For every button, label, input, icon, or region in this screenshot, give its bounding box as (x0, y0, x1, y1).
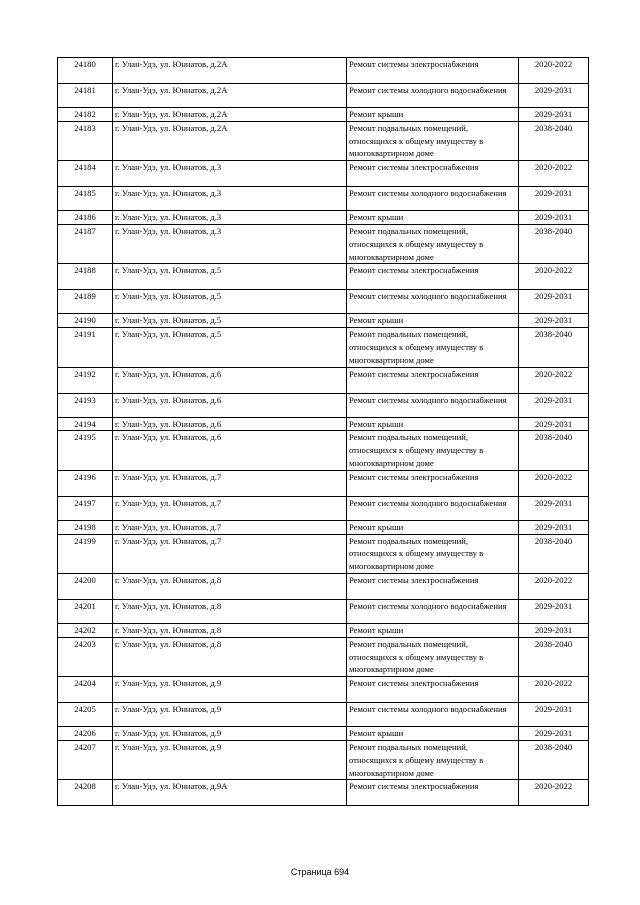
row-number: 24190 (58, 314, 113, 328)
row-period: 2038-2040 (519, 328, 589, 367)
table-row (58, 264, 589, 290)
row-work-type: Ремонт системы холодного водоснабжения (347, 290, 519, 314)
row-address: г. Улан-Удэ, ул. Юннатов, д.3 (113, 187, 347, 211)
row-period: 2038-2040 (519, 224, 589, 263)
row-number: 24187 (58, 224, 113, 263)
table-row (58, 623, 589, 637)
row-work-type: Ремонт подвальных помещений, относящихся к общему имуществу в многоквартирном доме (347, 534, 519, 573)
row-address: г. Улан-Удэ, ул. Юннатов, д.7 (113, 496, 347, 520)
table-row (58, 161, 589, 187)
row-work-type: Ремонт системы электроснабжения (347, 58, 519, 84)
table-row (58, 599, 589, 623)
row-work-type: Ремонт подвальных помещений, относящихся к общему имуществу в многоквартирном доме (347, 121, 519, 160)
row-work-type: Ремонт системы холодного водоснабжения (347, 84, 519, 108)
row-work-type: Ремонт крыши (347, 211, 519, 225)
table-row (58, 740, 589, 779)
row-period: 2029-2031 (519, 417, 589, 431)
row-number: 24185 (58, 187, 113, 211)
row-address: г. Улан-Удэ, ул. Юннатов, д.8 (113, 573, 347, 599)
row-address: г. Улан-Удэ, ул. Юннатов, д.7 (113, 534, 347, 573)
row-period: 2038-2040 (519, 637, 589, 676)
row-address: г. Улан-Удэ, ул. Юннатов, д.7 (113, 470, 347, 496)
row-number: 24180 (58, 58, 113, 84)
row-address: г. Улан-Удэ, ул. Юннатов, д.6 (113, 417, 347, 431)
row-period: 2029-2031 (519, 623, 589, 637)
row-number: 24183 (58, 121, 113, 160)
row-period: 2038-2040 (519, 534, 589, 573)
row-period: 2029-2031 (519, 393, 589, 417)
row-address: г. Улан-Удэ, ул. Юннатов, д.9 (113, 740, 347, 779)
row-number: 24186 (58, 211, 113, 225)
row-period: 2020-2022 (519, 677, 589, 703)
table-row (58, 637, 589, 676)
row-number: 24201 (58, 599, 113, 623)
row-work-type: Ремонт системы электроснабжения (347, 677, 519, 703)
row-period: 2029-2031 (519, 211, 589, 225)
row-address: г. Улан-Удэ, ул. Юннатов, д.8 (113, 599, 347, 623)
row-period: 2020-2022 (519, 780, 589, 806)
table-row (58, 290, 589, 314)
row-number: 24205 (58, 703, 113, 727)
row-address: г. Улан-Удэ, ул. Юннатов, д.3 (113, 211, 347, 225)
row-address: г. Улан-Удэ, ул. Юннатов, д.5 (113, 328, 347, 367)
row-work-type: Ремонт системы электроснабжения (347, 780, 519, 806)
row-work-type: Ремонт системы холодного водоснабжения (347, 599, 519, 623)
row-address: г. Улан-Удэ, ул. Юннатов, д.5 (113, 314, 347, 328)
row-period: 2038-2040 (519, 431, 589, 470)
row-address: г. Улан-Удэ, ул. Юннатов, д.2А (113, 108, 347, 122)
row-address: г. Улан-Удэ, ул. Юннатов, д.3 (113, 161, 347, 187)
row-address: г. Улан-Удэ, ул. Юннатов, д.8 (113, 623, 347, 637)
row-work-type: Ремонт подвальных помещений, относящихся к общему имуществу в многоквартирном доме (347, 328, 519, 367)
row-number: 24196 (58, 470, 113, 496)
table-row (58, 58, 589, 84)
table-row (58, 470, 589, 496)
row-work-type: Ремонт системы холодного водоснабжения (347, 187, 519, 211)
row-work-type: Ремонт системы электроснабжения (347, 264, 519, 290)
table-row (58, 108, 589, 122)
row-number: 24192 (58, 367, 113, 393)
row-address: г. Улан-Удэ, ул. Юннатов, д.2А (113, 58, 347, 84)
row-period: 2020-2022 (519, 161, 589, 187)
table-row (58, 417, 589, 431)
row-period: 2029-2031 (519, 108, 589, 122)
row-period: 2029-2031 (519, 187, 589, 211)
row-work-type: Ремонт подвальных помещений, относящихся к общему имуществу в многоквартирном доме (347, 740, 519, 779)
row-work-type: Ремонт крыши (347, 623, 519, 637)
row-number: 24195 (58, 431, 113, 470)
row-number: 24206 (58, 727, 113, 741)
row-work-type: Ремонт системы холодного водоснабжения (347, 393, 519, 417)
row-period: 2029-2031 (519, 727, 589, 741)
row-address: г. Улан-Удэ, ул. Юннатов, д.7 (113, 520, 347, 534)
row-work-type: Ремонт крыши (347, 417, 519, 431)
table-row (58, 314, 589, 328)
document-page (57, 57, 582, 806)
table-row (58, 520, 589, 534)
row-work-type: Ремонт системы электроснабжения (347, 573, 519, 599)
row-number: 24199 (58, 534, 113, 573)
row-address: г. Улан-Удэ, ул. Юннатов, д.2А (113, 84, 347, 108)
table-row (58, 393, 589, 417)
table-body (58, 58, 589, 806)
table-row (58, 573, 589, 599)
table-row (58, 328, 589, 367)
row-number: 24189 (58, 290, 113, 314)
row-work-type: Ремонт системы электроснабжения (347, 367, 519, 393)
table-row (58, 534, 589, 573)
row-period: 2029-2031 (519, 84, 589, 108)
row-work-type: Ремонт крыши (347, 108, 519, 122)
row-work-type: Ремонт крыши (347, 314, 519, 328)
table-row (58, 187, 589, 211)
row-period: 2029-2031 (519, 520, 589, 534)
row-period: 2029-2031 (519, 703, 589, 727)
row-address: г. Улан-Удэ, ул. Юннатов, д.5 (113, 290, 347, 314)
table-row (58, 121, 589, 160)
row-address: г. Улан-Удэ, ул. Юннатов, д.9А (113, 780, 347, 806)
row-period: 2029-2031 (519, 290, 589, 314)
table-row (58, 224, 589, 263)
table-row (58, 431, 589, 470)
row-number: 24181 (58, 84, 113, 108)
row-address: г. Улан-Удэ, ул. Юннатов, д.6 (113, 367, 347, 393)
row-address: г. Улан-Удэ, ул. Юннатов, д.9 (113, 703, 347, 727)
table-row (58, 677, 589, 703)
row-number: 24203 (58, 637, 113, 676)
table-row (58, 703, 589, 727)
row-period: 2020-2022 (519, 573, 589, 599)
row-number: 24194 (58, 417, 113, 431)
row-number: 24182 (58, 108, 113, 122)
table-row (58, 780, 589, 806)
row-number: 24208 (58, 780, 113, 806)
row-address: г. Улан-Удэ, ул. Юннатов, д.3 (113, 224, 347, 263)
row-work-type: Ремонт крыши (347, 727, 519, 741)
row-number: 24207 (58, 740, 113, 779)
row-address: г. Улан-Удэ, ул. Юннатов, д.9 (113, 677, 347, 703)
row-period: 2038-2040 (519, 740, 589, 779)
row-address: г. Улан-Удэ, ул. Юннатов, д.6 (113, 393, 347, 417)
row-address: г. Улан-Удэ, ул. Юннатов, д.9 (113, 727, 347, 741)
row-number: 24198 (58, 520, 113, 534)
row-number: 24197 (58, 496, 113, 520)
row-number: 24188 (58, 264, 113, 290)
row-work-type: Ремонт крыши (347, 520, 519, 534)
row-number: 24202 (58, 623, 113, 637)
table-row (58, 496, 589, 520)
row-period: 2038-2040 (519, 121, 589, 160)
row-work-type: Ремонт системы холодного водоснабжения (347, 496, 519, 520)
table-row (58, 727, 589, 741)
table-row (58, 84, 589, 108)
row-address: г. Улан-Удэ, ул. Юннатов, д.2А (113, 121, 347, 160)
row-number: 24191 (58, 328, 113, 367)
row-period: 2020-2022 (519, 58, 589, 84)
row-number: 24193 (58, 393, 113, 417)
row-work-type: Ремонт системы холодного водоснабжения (347, 703, 519, 727)
row-address: г. Улан-Удэ, ул. Юннатов, д.8 (113, 637, 347, 676)
row-period: 2020-2022 (519, 470, 589, 496)
row-number: 24200 (58, 573, 113, 599)
row-work-type: Ремонт подвальных помещений, относящихся к общему имуществу в многоквартирном доме (347, 224, 519, 263)
row-period: 2020-2022 (519, 264, 589, 290)
row-period: 2029-2031 (519, 314, 589, 328)
row-work-type: Ремонт подвальных помещений, относящихся к общему имуществу в многоквартирном доме (347, 637, 519, 676)
row-period: 2029-2031 (519, 496, 589, 520)
row-work-type: Ремонт подвальных помещений, относящихся к общему имуществу в многоквартирном доме (347, 431, 519, 470)
page-number: Страница 694 (290, 867, 350, 877)
row-period: 2020-2022 (519, 367, 589, 393)
table-row (58, 211, 589, 225)
row-address: г. Улан-Удэ, ул. Юннатов, д.6 (113, 431, 347, 470)
row-number: 24184 (58, 161, 113, 187)
row-address: г. Улан-Удэ, ул. Юннатов, д.5 (113, 264, 347, 290)
row-period: 2029-2031 (519, 599, 589, 623)
repair-schedule-table (57, 57, 589, 806)
row-work-type: Ремонт системы электроснабжения (347, 161, 519, 187)
row-number: 24204 (58, 677, 113, 703)
table-row (58, 367, 589, 393)
row-work-type: Ремонт системы электроснабжения (347, 470, 519, 496)
